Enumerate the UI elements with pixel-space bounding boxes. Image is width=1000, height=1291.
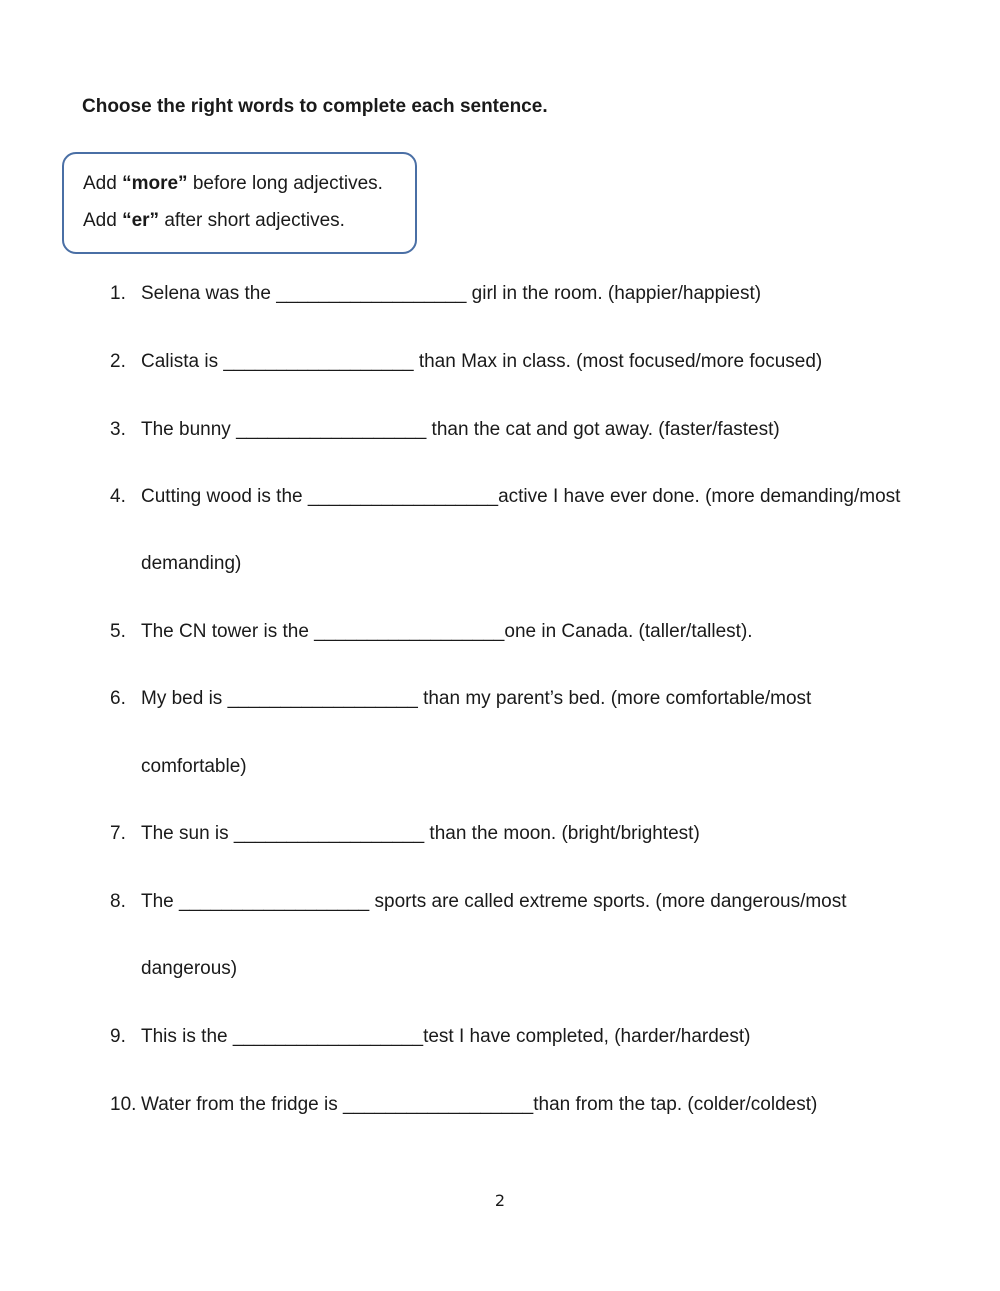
question-number: 4. <box>110 486 126 507</box>
question-continuation: dangerous) <box>141 958 238 979</box>
question-continuation: demanding) <box>141 553 242 574</box>
question-text: My bed is __________________ than my parent’s bed. (more comfortable/most <box>141 688 812 709</box>
question-text: The sun is __________________ than the moon. (bright/brightest) <box>141 823 700 844</box>
question-number: 1. <box>110 283 126 304</box>
question-text: The CN tower is the __________________one in Canada. (taller/tallest). <box>141 621 753 642</box>
rule-more-suffix: before long adjectives. <box>187 173 383 194</box>
question-text: Calista is __________________ than Max in class. (most focused/more focused) <box>141 351 823 372</box>
rule-more <box>83 173 383 195</box>
question-number: 9. <box>110 1026 126 1047</box>
question-text: This is the __________________test I have completed, (harder/hardest) <box>141 1026 751 1047</box>
question-text: Selena was the __________________ girl in the room. (happier/happiest) <box>141 283 762 304</box>
instructions-heading: Choose the right words to complete each sentence. <box>82 96 548 117</box>
rule-more-keyword: “more” <box>122 173 188 194</box>
rule-er-suffix: after short adjectives. <box>159 210 345 231</box>
question-continuation: comfortable) <box>141 756 247 777</box>
question-text: The bunny __________________ than the cat and got away. (faster/fastest) <box>141 419 780 440</box>
question-text: Cutting wood is the __________________active I have ever done. (more demanding/most <box>141 486 901 507</box>
question-number: 10. <box>110 1094 137 1115</box>
question-text: The __________________ sports are called extreme sports. (more dangerous/most <box>141 891 847 912</box>
question-number: 6. <box>110 688 126 709</box>
question-number: 8. <box>110 891 126 912</box>
question-number: 7. <box>110 823 126 844</box>
rules-box <box>62 152 417 254</box>
rule-more-prefix: Add <box>83 173 123 194</box>
rule-er-prefix: Add <box>83 210 123 231</box>
question-number: 3. <box>110 419 126 440</box>
question-number: 2. <box>110 351 126 372</box>
question-text: Water from the fridge is __________________than from the tap. (colder/coldest) <box>141 1094 818 1115</box>
rule-er-keyword: “er” <box>122 210 160 231</box>
rule-er <box>83 210 345 232</box>
page-number: 2 <box>494 1191 506 1210</box>
question-number: 5. <box>110 621 126 642</box>
